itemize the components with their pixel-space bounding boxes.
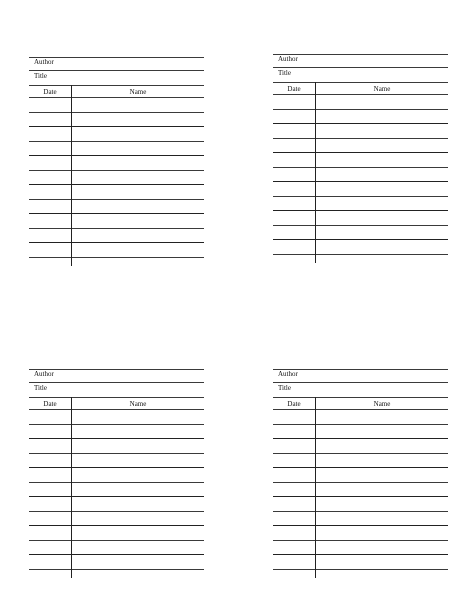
author-label: Author: [278, 55, 298, 63]
date-cell[interactable]: [273, 485, 315, 497]
date-cell[interactable]: [273, 441, 315, 453]
name-cell[interactable]: [316, 184, 448, 196]
header-top-line: [29, 85, 204, 86]
author-line: [273, 54, 448, 55]
row-line: [273, 511, 448, 512]
date-cell[interactable]: [273, 141, 315, 153]
name-cell[interactable]: [72, 412, 204, 424]
name-cell[interactable]: [72, 216, 204, 228]
date-cell[interactable]: [273, 499, 315, 511]
name-cell[interactable]: [316, 97, 448, 109]
name-cell[interactable]: [72, 129, 204, 141]
date-cell[interactable]: [273, 199, 315, 211]
date-cell[interactable]: [273, 97, 315, 109]
row-line: [29, 511, 204, 512]
name-cell[interactable]: [316, 427, 448, 439]
name-cell[interactable]: [316, 499, 448, 511]
name-cell[interactable]: [316, 213, 448, 225]
title-label: Title: [34, 384, 47, 392]
table-row: [29, 100, 204, 112]
table-row: [273, 213, 448, 225]
column-header-name: Name: [129, 88, 147, 96]
header-top-line: [273, 397, 448, 398]
date-cell[interactable]: [29, 245, 71, 257]
row-line: [273, 109, 448, 110]
row-line: [29, 155, 204, 156]
row-line: [273, 225, 448, 226]
column-divider: [315, 397, 316, 578]
name-cell[interactable]: [72, 144, 204, 156]
date-cell[interactable]: [29, 499, 71, 511]
library-card: [29, 362, 204, 576]
name-cell[interactable]: [72, 528, 204, 540]
row-line: [29, 112, 204, 113]
column-header-name: Name: [373, 85, 391, 93]
row-line: [273, 123, 448, 124]
table-row: [29, 514, 204, 526]
row-line: [29, 184, 204, 185]
date-cell[interactable]: [273, 557, 315, 569]
row-line: [29, 554, 204, 555]
table-row: [273, 557, 448, 569]
name-cell[interactable]: [72, 100, 204, 112]
table-row: [273, 470, 448, 482]
title-label: Title: [278, 69, 291, 77]
library-card: [29, 50, 204, 264]
date-cell[interactable]: [29, 456, 71, 468]
name-cell[interactable]: [316, 141, 448, 153]
row-line: [273, 540, 448, 541]
column-header-date: Date: [287, 85, 301, 93]
row-line: [273, 196, 448, 197]
table-row: [273, 184, 448, 196]
date-cell[interactable]: [29, 216, 71, 228]
row-line: [29, 257, 204, 258]
date-cell[interactable]: [29, 528, 71, 540]
date-cell[interactable]: [273, 112, 315, 124]
table-row: [29, 499, 204, 511]
date-cell[interactable]: [273, 543, 315, 555]
name-cell[interactable]: [72, 202, 204, 214]
date-cell[interactable]: [273, 242, 315, 254]
row-line: [273, 438, 448, 439]
name-cell[interactable]: [72, 441, 204, 453]
row-line: [273, 254, 448, 255]
column-header-date: Date: [43, 400, 57, 408]
date-cell[interactable]: [29, 470, 71, 482]
name-cell[interactable]: [316, 228, 448, 240]
table-row: [273, 528, 448, 540]
author-line: [29, 57, 204, 58]
table-row: [29, 115, 204, 127]
column-header-date: Date: [287, 400, 301, 408]
name-cell[interactable]: [72, 158, 204, 170]
table-row: [29, 412, 204, 424]
date-cell[interactable]: [29, 173, 71, 185]
row-line: [29, 438, 204, 439]
name-cell[interactable]: [72, 499, 204, 511]
table-row: [273, 199, 448, 211]
date-cell[interactable]: [273, 184, 315, 196]
header-bottom-line: [273, 94, 448, 95]
name-cell[interactable]: [316, 485, 448, 497]
name-cell[interactable]: [316, 514, 448, 526]
library-card: [273, 362, 448, 576]
name-cell[interactable]: [72, 187, 204, 199]
table-row: [29, 129, 204, 141]
row-line: [29, 228, 204, 229]
name-cell[interactable]: [72, 543, 204, 555]
table-row: [273, 242, 448, 254]
row-line: [29, 213, 204, 214]
table-row: [273, 427, 448, 439]
name-cell[interactable]: [72, 456, 204, 468]
row-line: [273, 210, 448, 211]
date-cell[interactable]: [273, 228, 315, 240]
author-label: Author: [34, 370, 54, 378]
date-cell[interactable]: [273, 456, 315, 468]
row-line: [273, 525, 448, 526]
name-cell[interactable]: [316, 170, 448, 182]
date-cell[interactable]: [273, 412, 315, 424]
author-label: Author: [278, 370, 298, 378]
date-cell[interactable]: [273, 528, 315, 540]
table-row: [29, 158, 204, 170]
table-row: [273, 97, 448, 109]
header-top-line: [273, 82, 448, 83]
author-line: [29, 369, 204, 370]
author-label: Author: [34, 58, 54, 66]
table-row: [29, 187, 204, 199]
date-cell[interactable]: [29, 129, 71, 141]
column-header-name: Name: [129, 400, 147, 408]
name-cell[interactable]: [72, 115, 204, 127]
row-line: [273, 554, 448, 555]
table-row: [29, 216, 204, 228]
date-cell[interactable]: [29, 557, 71, 569]
row-line: [273, 152, 448, 153]
table-row: [273, 141, 448, 153]
date-cell[interactable]: [29, 187, 71, 199]
row-line: [273, 467, 448, 468]
date-cell[interactable]: [273, 514, 315, 526]
name-cell[interactable]: [316, 112, 448, 124]
row-line: [273, 167, 448, 168]
table-row: [29, 427, 204, 439]
header-bottom-line: [273, 409, 448, 410]
library-card: [273, 47, 448, 261]
title-label: Title: [34, 72, 47, 80]
row-line: [273, 496, 448, 497]
date-cell[interactable]: [273, 170, 315, 182]
row-line: [29, 540, 204, 541]
row-line: [29, 467, 204, 468]
table-row: [29, 231, 204, 243]
table-row: [29, 528, 204, 540]
title-line: [273, 382, 448, 383]
name-cell[interactable]: [316, 543, 448, 555]
date-cell[interactable]: [273, 213, 315, 225]
header-top-line: [29, 397, 204, 398]
name-cell[interactable]: [316, 126, 448, 138]
column-divider: [315, 82, 316, 263]
row-line: [29, 525, 204, 526]
row-line: [273, 239, 448, 240]
header-bottom-line: [29, 409, 204, 410]
title-label: Title: [278, 384, 291, 392]
column-divider: [71, 397, 72, 578]
name-cell[interactable]: [72, 485, 204, 497]
date-cell[interactable]: [29, 144, 71, 156]
name-cell[interactable]: [316, 242, 448, 254]
table-row: [273, 485, 448, 497]
date-cell[interactable]: [29, 158, 71, 170]
title-line: [29, 382, 204, 383]
row-line: [29, 496, 204, 497]
name-cell[interactable]: [72, 231, 204, 243]
name-cell[interactable]: [72, 427, 204, 439]
row-line: [273, 453, 448, 454]
name-cell[interactable]: [316, 199, 448, 211]
name-cell[interactable]: [72, 557, 204, 569]
row-line: [29, 453, 204, 454]
name-cell[interactable]: [72, 245, 204, 257]
table-row: [29, 173, 204, 185]
column-header-name: Name: [373, 400, 391, 408]
title-line: [29, 70, 204, 71]
row-line: [29, 141, 204, 142]
name-cell[interactable]: [72, 514, 204, 526]
table-row: [273, 499, 448, 511]
name-cell[interactable]: [72, 173, 204, 185]
table-row: [273, 112, 448, 124]
table-row: [29, 144, 204, 156]
name-cell[interactable]: [72, 470, 204, 482]
header-bottom-line: [29, 97, 204, 98]
date-cell[interactable]: [29, 543, 71, 555]
row-line: [273, 181, 448, 182]
name-cell[interactable]: [316, 441, 448, 453]
table-row: [273, 126, 448, 138]
date-cell[interactable]: [29, 514, 71, 526]
date-cell[interactable]: [29, 231, 71, 243]
row-line: [273, 138, 448, 139]
date-cell[interactable]: [29, 412, 71, 424]
date-cell[interactable]: [29, 115, 71, 127]
table-row: [29, 557, 204, 569]
date-cell[interactable]: [29, 202, 71, 214]
row-line: [29, 424, 204, 425]
table-row: [29, 202, 204, 214]
row-line: [273, 569, 448, 570]
date-cell[interactable]: [273, 126, 315, 138]
row-line: [29, 126, 204, 127]
table-row: [273, 170, 448, 182]
name-cell[interactable]: [316, 155, 448, 167]
table-row: [273, 456, 448, 468]
name-cell[interactable]: [316, 470, 448, 482]
name-cell[interactable]: [316, 412, 448, 424]
name-cell[interactable]: [316, 456, 448, 468]
table-row: [273, 441, 448, 453]
table-row: [29, 456, 204, 468]
row-line: [29, 569, 204, 570]
name-cell[interactable]: [316, 557, 448, 569]
row-line: [29, 199, 204, 200]
column-header-date: Date: [43, 88, 57, 96]
date-cell[interactable]: [273, 155, 315, 167]
table-row: [273, 155, 448, 167]
table-row: [29, 470, 204, 482]
date-cell[interactable]: [273, 427, 315, 439]
table-row: [29, 485, 204, 497]
row-line: [29, 170, 204, 171]
author-line: [273, 369, 448, 370]
table-row: [273, 514, 448, 526]
date-cell[interactable]: [29, 100, 71, 112]
title-line: [273, 67, 448, 68]
table-row: [273, 228, 448, 240]
date-cell[interactable]: [29, 441, 71, 453]
date-cell[interactable]: [29, 427, 71, 439]
date-cell[interactable]: [273, 470, 315, 482]
column-divider: [71, 85, 72, 266]
date-cell[interactable]: [29, 485, 71, 497]
row-line: [273, 424, 448, 425]
table-row: [29, 441, 204, 453]
row-line: [29, 242, 204, 243]
table-row: [273, 412, 448, 424]
name-cell[interactable]: [316, 528, 448, 540]
row-line: [29, 482, 204, 483]
table-row: [29, 245, 204, 257]
table-row: [273, 543, 448, 555]
table-row: [29, 543, 204, 555]
row-line: [273, 482, 448, 483]
